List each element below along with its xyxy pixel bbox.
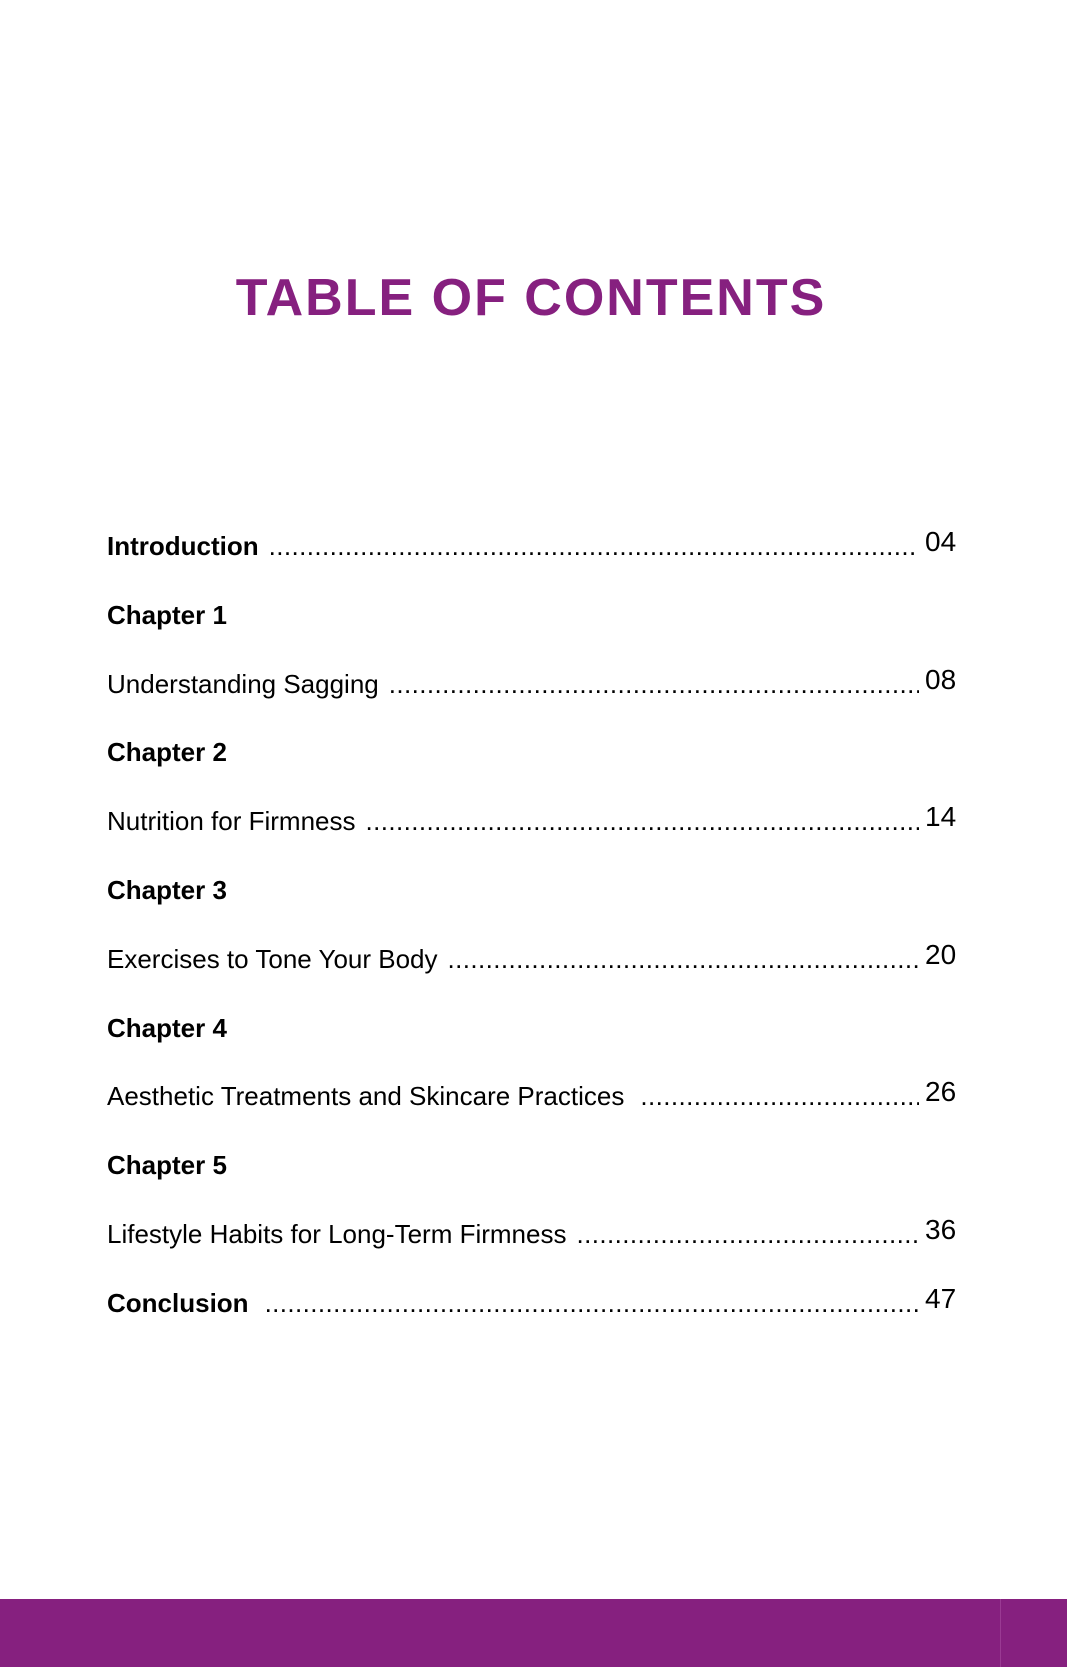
toc-entry-label: Lifestyle Habits for Long-Term Firmness bbox=[107, 1218, 567, 1249]
dot-leader bbox=[640, 1072, 919, 1120]
toc-entry-understanding-sagging bbox=[107, 660, 965, 729]
toc-entry-label: Exercises to Tone Your Body bbox=[107, 943, 438, 974]
toc-entry-exercises bbox=[107, 935, 965, 1004]
dot-leader bbox=[269, 522, 919, 570]
toc-entry-aesthetic-treatments bbox=[107, 1072, 965, 1141]
page-title: TABLE OF CONTENTS bbox=[235, 269, 827, 327]
dot-leader bbox=[576, 1210, 919, 1258]
toc-entry-nutrition-for-firmness bbox=[107, 797, 965, 866]
toc-entry-label: Aesthetic Treatments and Skincare Practices bbox=[107, 1081, 625, 1112]
toc-chapter-label: Chapter 2 bbox=[107, 737, 227, 768]
toc-chapter-label: Chapter 1 bbox=[107, 599, 227, 630]
toc-entry-label: Introduction bbox=[107, 531, 259, 561]
dot-leader bbox=[448, 935, 919, 983]
footer-divider bbox=[1000, 1599, 1001, 1667]
toc-entry-label: Understanding Sagging bbox=[107, 668, 379, 699]
dot-leader bbox=[366, 797, 920, 845]
table-of-contents bbox=[107, 522, 965, 1348]
footer-bar bbox=[0, 1599, 1067, 1667]
toc-page-number: 14 bbox=[925, 801, 957, 833]
toc-page-number: 08 bbox=[925, 663, 957, 695]
dot-leader bbox=[389, 660, 919, 708]
toc-chapter-3-heading bbox=[107, 866, 965, 935]
toc-page-number: 36 bbox=[925, 1213, 957, 1245]
toc-entry-label: Conclusion bbox=[107, 1287, 249, 1318]
toc-chapter-label: Chapter 5 bbox=[107, 1150, 227, 1181]
toc-page-number: 20 bbox=[925, 938, 957, 970]
toc-entry-label: Nutrition for Firmness bbox=[107, 806, 356, 837]
toc-page-number: 04 bbox=[925, 526, 957, 557]
toc-chapter-label: Chapter 3 bbox=[107, 874, 227, 905]
toc-page-number: 26 bbox=[925, 1076, 957, 1108]
dot-leader bbox=[265, 1279, 919, 1327]
toc-entry-conclusion bbox=[107, 1279, 965, 1348]
toc-chapter-label: Chapter 4 bbox=[107, 1012, 227, 1043]
toc-chapter-4-heading bbox=[107, 1004, 965, 1073]
toc-chapter-1-heading bbox=[107, 591, 965, 660]
toc-chapter-5-heading bbox=[107, 1141, 965, 1210]
toc-page-number: 47 bbox=[925, 1282, 957, 1314]
toc-chapter-2-heading bbox=[107, 728, 965, 797]
toc-entry-introduction bbox=[107, 522, 965, 591]
toc-entry-lifestyle-habits bbox=[107, 1210, 965, 1279]
